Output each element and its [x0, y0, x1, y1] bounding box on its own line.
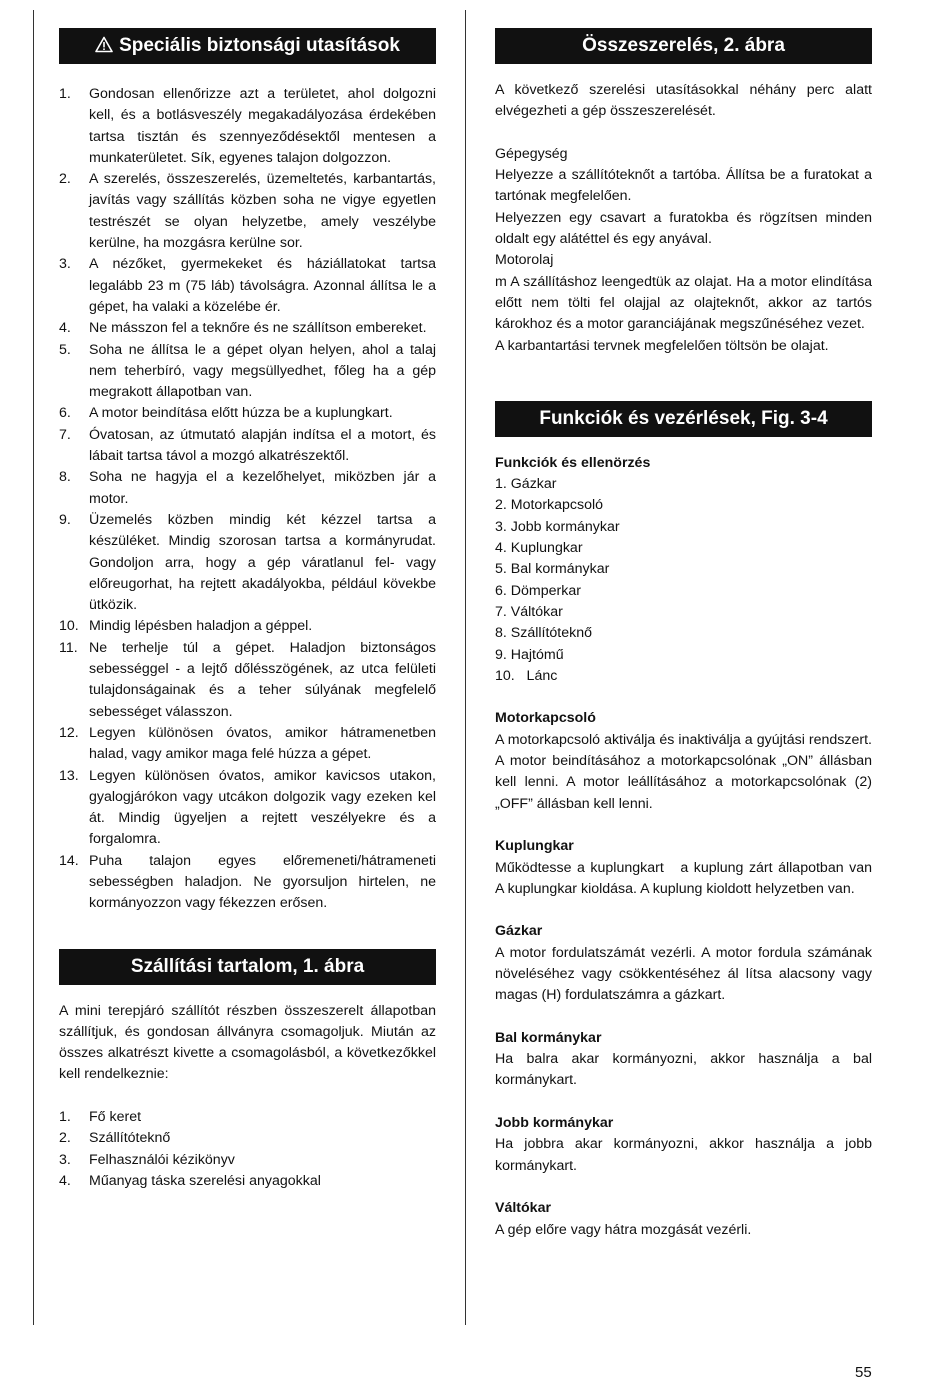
assembly-intro: A következő szerelési utasításokkal néhány perc alatt elvégezheti a gép összeszerelését. — [495, 82, 872, 120]
list-item: 11. Ne terhelje túl a gépet. Haladjon biztonságos sebességgel - a lejtő dőlésszögének, az utca felületi tulajdonságainak és a teher súlyának megfelelő sebességet válasszon. — [59, 639, 436, 720]
list-item: 2. A szerelés, összeszerelés, üzemeltetés, karbantartás, javítás vagy szállítás közben soha ne vigye egyetlen testrészét se olyan helyzetbe, amely veszélybe kerülne, ha mozgásra kerülne sor. — [59, 171, 436, 252]
list-item: 13. Legyen különösen óvatos, amikor kavicsos utakon, gyalogjárókon vagy utcákon dolgozik vagy ezeken kel át. Mindig ügyeljen a rejtett veszélyekre és a forgalomra. — [59, 767, 436, 848]
list-item: 6. A motor beindítása előtt húzza be a kuplungkart. — [59, 405, 393, 422]
list-item: 4. Kuplungkar — [495, 540, 583, 557]
list-item: 2. Motorkapcsoló — [495, 497, 604, 514]
assembly-paragraph: m A szállításhoz leengedtük az olajat. Ha a motor elindítása előtt nem tölti fel olajjal az olajteknőt, akkor az tartós károkhoz és a motor garanciájának megszűnéséhez vezet. — [495, 273, 872, 333]
subsection-heading: Bal kormánykar — [495, 1029, 602, 1046]
section-header-delivery — [59, 949, 436, 985]
list-item: 8. Soha ne hagyja el a kezelőhelyet, miközben jár a motor. — [59, 469, 436, 507]
assembly-paragraph: Helyezzen egy csavart a furatokba és rögzítsen minden oldalt egy alátéttel és egy anyával. — [495, 209, 872, 248]
list-item: 9. Hajtómű — [495, 646, 564, 663]
list-item: 12. Legyen különösen óvatos, amikor hátramenetben halad, vagy amikor maga felé húzza a gépet. — [59, 724, 436, 763]
subsection-text: Működtesse a kuplungkart a kuplung zárt állapotban van A kuplungkar kioldása. A kuplung kioldott helyzetben van. — [495, 859, 884, 897]
right-column — [495, 28, 884, 1241]
subsection-heading: Jobb kormánykar — [495, 1115, 614, 1132]
assembly-paragraph: A karbantartási tervnek megfelelően töltsön be olajat. — [495, 337, 829, 354]
delivery-list — [59, 1107, 436, 1192]
list-item: 5. Soha ne állítsa le a gépet olyan helyen, ahol a talaj nem teherbíró, vagy megsüllyedhet, főleg ha a gép megrakott állapotban van. — [59, 341, 436, 401]
list-item: 4. Műanyag táska szerelési anyagokkal — [59, 1172, 321, 1189]
list-item: 7. Óvatosan, az útmutató alapján indítsa el a motort, és lábait tartsa távol a mozgó alkatrészektől. — [59, 426, 436, 465]
functions-check-heading: Funkciók és ellenörzés — [495, 454, 651, 471]
subsection-heading: Motorkapcsoló — [495, 710, 596, 727]
subsection-heading: Váltókar — [495, 1200, 551, 1217]
section-title: Funkciók és vezérlések, Fig. 3-4 — [539, 407, 828, 429]
list-item: 7. Váltókar — [495, 603, 563, 620]
list-item: 1. Fő keret — [59, 1109, 142, 1126]
list-item: 14. Puha talajon egyes előremeneti/hátrameneti sebességben haladjon. Ne gyorsuljon hirtelen, ne kormányozzon vagy fékezzen erősen. — [59, 852, 436, 912]
list-item: 9. Üzemelés közben mindig két kézzel tartsa a készüléket. Mindig szorosan tartsa a kormányrudat. Gondoljon arra, hogy a gép váratlanul fel- vagy előreugorhat, ha rejtett akadályokba, például kövekbe ütközik. — [59, 511, 436, 614]
list-item: 1. Gázkar — [495, 476, 557, 493]
section-header-safety — [59, 28, 436, 64]
functions-list — [495, 474, 872, 687]
unit-heading: Gépegység — [495, 145, 568, 162]
safety-list — [59, 84, 436, 915]
section-title: Speciális biztonsági utasítások — [119, 35, 400, 56]
list-item: 3. A nézőket, gyermekeket és háziállatokat tartsa legalább 23 m (75 láb) távolságra. Azonnal állítsa le a gépet, ha valaki a közelébe ér. — [59, 256, 436, 315]
assembly-paragraph: Helyezze a szállítóteknőt a tartóba. Állítsa be a furatokat a tartónak megfelelően. — [495, 167, 872, 205]
subsection-text: A gép előre vagy hátra mozgását vezérli. — [495, 1221, 752, 1238]
list-item: 4. Ne másszon fel a teknőre és ne szállítson embereket. — [59, 320, 427, 337]
list-item: 2. Szállítóteknő — [59, 1130, 171, 1147]
subsection-text: A motorkapcsoló aktiválja és inaktiválja a gyújtási rendszert. A motor beindításához a motorkapcsolónak „ON” állásban kell lenni. A motor leállításához a motorkapcsolónak (2) „OFF” állásban kell lenni. — [495, 731, 872, 812]
list-item: 3. Felhasználói kézikönyv — [59, 1151, 235, 1168]
subsection-text: Ha balra akar kormányozni, akkor használja a bal kormánykart. — [495, 1051, 872, 1089]
subsection-heading: Gázkar — [495, 923, 543, 940]
section-title: Szállítási tartalom, 1. ábra — [130, 955, 365, 977]
list-item: 1. Gondosan ellenőrizze azt a területet, ahol dolgozni kell, és a botlásveszély megakadályozása érdekében tartsa tisztán és szennyeződésektől mentesen a munkaterületet. Sík, egyenes talajon dolgozzon. — [59, 86, 436, 166]
subsection-text: Ha jobbra akar kormányozni, akkor használja a jobb kormánykart. — [495, 1136, 872, 1174]
column-divider — [465, 10, 466, 1325]
list-item: 6. Dömperkar — [495, 582, 581, 599]
page-number: 55 — [855, 1364, 872, 1381]
section-title: Összeszerelés, 2. ábra — [582, 35, 785, 56]
delivery-intro: A mini terepjáró szállítót részben összeszerelt állapotban szállítjuk, és gondosan állványra csomagoljuk. Miután az összes alkatrészt kivette a csomagolásból, a következőkkel kell rendelkeznie: — [59, 1002, 436, 1083]
subsection-text: A motor fordulatszámát vezérli. A motor fordula számának növeléséhez vagy csökkentéséhez ál lítsa alacsony vagy magas (H) fordulatszámra a gázkart. — [495, 944, 872, 1004]
left-column — [59, 28, 436, 1192]
list-item: 3. Jobb kormánykar — [495, 518, 620, 535]
list-item: 5. Bal kormánykar — [495, 561, 610, 578]
list-item: 8. Szállítóteknő — [495, 625, 593, 642]
section-header-assembly — [495, 28, 872, 64]
section-header-functions — [495, 401, 872, 437]
list-item: 10. Lánc — [495, 667, 558, 684]
list-item: 10. Mindig lépésben haladjon a géppel. — [59, 618, 313, 635]
left-margin-rule — [33, 10, 34, 1325]
subsection-heading: Kuplungkar — [495, 838, 574, 855]
motor-oil-heading: Motorolaj — [495, 252, 554, 269]
warning-triangle-icon — [95, 30, 113, 66]
